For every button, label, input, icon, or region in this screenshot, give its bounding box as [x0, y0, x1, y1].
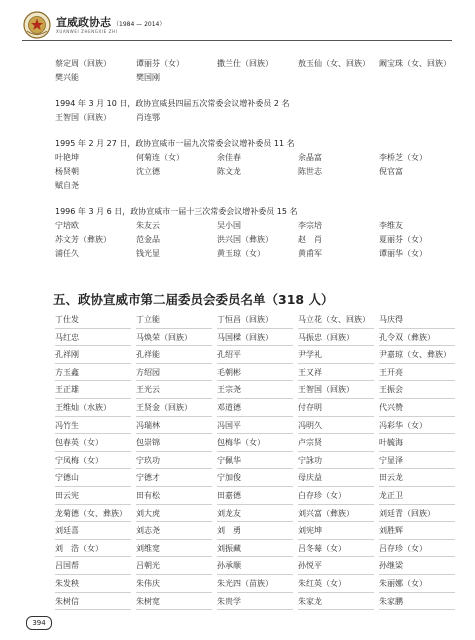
member-name: 朱树信: [55, 593, 131, 611]
name-row: [55, 417, 460, 435]
page-header: [22, 10, 452, 42]
member-name: 朱家鹏: [379, 593, 455, 611]
member-name: 刘胜辉: [379, 522, 455, 540]
member-name: 刘廷喜: [55, 522, 131, 540]
member-name: 夏丽芬（女）: [379, 235, 427, 244]
name-row: [55, 434, 460, 452]
member-name: 叶艳坤: [55, 153, 79, 162]
member-name: 冯国平: [217, 417, 293, 435]
member-name: 王光云: [136, 381, 212, 399]
name-row: [55, 487, 460, 505]
member-name: 朱树宽: [136, 593, 212, 611]
member-name: 马国樑（回族）: [217, 329, 293, 347]
member-name: 代兴赞: [379, 399, 455, 417]
name-row: [55, 247, 460, 261]
member-name: 吕朝光: [136, 557, 212, 575]
member-name: 吕冬莓（女）: [298, 540, 374, 558]
name-row: [55, 179, 460, 193]
member-name: 黄玉琼（女）: [217, 249, 265, 258]
member-name: 孔绍平: [217, 346, 293, 364]
member-name: 龙菊德（女、彝族）: [55, 505, 131, 523]
member-name: 孙继梁: [379, 557, 455, 575]
member-name: 刘廷青（回族）: [379, 505, 455, 523]
section-title: 五、政协宣威市第二届委员会委员名单（318 人）: [53, 292, 334, 307]
supplement-blocks: [55, 85, 460, 261]
member-name: 王智国（回族）: [298, 381, 374, 399]
name-row: [55, 311, 460, 329]
member-name: 刘龙友: [217, 505, 293, 523]
name-row: [55, 111, 460, 125]
member-name: 宁培欧: [55, 221, 79, 230]
name-row: [55, 233, 460, 247]
member-name: 刘振藏: [217, 540, 293, 558]
member-name: 邓道德: [217, 399, 293, 417]
name-row: [55, 165, 460, 179]
name-row: [55, 57, 460, 71]
member-name: 马立花（女、回族）: [298, 311, 374, 329]
member-name: 陈世志: [298, 167, 322, 176]
member-name: 刘维宽: [136, 540, 212, 558]
member-name: 王智国（回族）: [55, 113, 111, 122]
member-name: 冯彩华（女）: [379, 417, 455, 435]
member-name: 吕国帮: [55, 557, 131, 575]
member-name: 钱光显: [136, 249, 160, 258]
member-name: 孔令双（彝族）: [379, 329, 455, 347]
member-name: 余晶富: [298, 153, 322, 162]
name-row: [55, 522, 460, 540]
member-name: 浦任久: [55, 249, 79, 258]
member-name: 孙悦平: [298, 557, 374, 575]
member-name: 朱家龙: [298, 593, 374, 611]
member-name: 尹学礼: [298, 346, 374, 364]
member-name: 包崇锦: [136, 434, 212, 452]
name-row: [55, 219, 460, 233]
name-row: [55, 575, 460, 593]
member-name: 马庆得: [379, 311, 455, 329]
member-name: 李维友: [379, 221, 403, 230]
member-name: 孔祥刚: [55, 346, 131, 364]
member-name: 马焕荣（回族）: [136, 329, 212, 347]
member-name: 刘兴富（彝族）: [298, 505, 374, 523]
member-name: 田有松: [136, 487, 212, 505]
page-number: 394: [26, 616, 52, 630]
member-name: 包梅华（女）: [217, 434, 293, 452]
member-name: 李宗培: [298, 221, 322, 230]
member-name: 刘大虎: [136, 505, 212, 523]
member-name: 洪兴国（彝族）: [217, 235, 273, 244]
intro-list: [55, 57, 460, 85]
member-name: 肖连鄂: [136, 113, 160, 122]
member-name: 母庆益: [298, 469, 374, 487]
supplement-heading: 1995 年 2 月 27 日，政协宣威市一届九次常委会议增补委员 11 名: [55, 139, 295, 148]
member-name: 宁显泽: [379, 452, 455, 470]
header-divider: [22, 40, 452, 41]
member-name: 宁玖功: [136, 452, 212, 470]
name-row: [55, 71, 460, 85]
member-name: 朱贵学: [217, 593, 293, 611]
member-name: 王宗尧: [217, 381, 293, 399]
name-row: [55, 452, 460, 470]
member-name: 丁恒昌（回族）: [217, 311, 293, 329]
name-row: [55, 364, 460, 382]
member-name: [298, 179, 379, 193]
member-name: 宁凤梅（女）: [55, 452, 131, 470]
member-list: [55, 311, 460, 610]
member-name: 余佳春: [217, 153, 241, 162]
name-row: [55, 557, 460, 575]
member-name: 刘宪坤: [298, 522, 374, 540]
member-name: 吕存珍（女）: [379, 540, 455, 558]
member-name: 宁加俊: [217, 469, 293, 487]
member-name: 朱伟庆: [136, 575, 212, 593]
member-name: 田云宪: [55, 487, 131, 505]
member-name: 龙正卫: [379, 487, 455, 505]
member-name: 王开亮: [379, 364, 455, 382]
name-row: [55, 329, 460, 347]
member-name: 苏文芳（彝族）: [55, 235, 111, 244]
member-name: [217, 179, 298, 193]
member-name: 刘 浩（女）: [55, 540, 131, 558]
supplement-heading: 1994 年 3 月 10 日，政协宣威县四届五次常委会议增补委员 2 名: [55, 99, 290, 108]
member-name: 朱丽娜（女）: [379, 575, 455, 593]
member-name: 宁德山: [55, 469, 131, 487]
member-name: 朱红英（女）: [298, 575, 374, 593]
member-name: 卢宗贤: [298, 434, 374, 452]
member-name: 丁仕发: [55, 311, 131, 329]
page-body: [55, 57, 460, 610]
member-name: 宁詠功: [298, 452, 374, 470]
member-name: 赵 肖: [298, 235, 322, 244]
name-row: [55, 540, 460, 558]
member-name: 沈立德: [136, 167, 160, 176]
book-title: 宣威政协志 （1984 — 2014）: [56, 16, 166, 29]
member-name: 王又祥: [298, 364, 374, 382]
member-name: 李桥芝（女）: [379, 153, 427, 162]
member-name: [298, 71, 379, 85]
member-name: 宁佩华: [217, 452, 293, 470]
member-name: 王振会: [379, 381, 455, 399]
member-name: [379, 179, 460, 193]
member-name: 田云龙: [379, 469, 455, 487]
supplement-heading: 1996 年 3 月 6 日，政协宣威市一届十三次常委会议增补委员 15 名: [55, 207, 298, 216]
name-row: [55, 469, 460, 487]
member-name: 毛朝彬: [217, 364, 293, 382]
member-name: 阚宝珠（女、回族）: [379, 59, 451, 68]
member-name: 宁德才: [136, 469, 212, 487]
member-name: 冯瑞林: [136, 417, 212, 435]
member-name: 朱友云: [136, 221, 160, 230]
member-name: 樊兴能: [55, 73, 79, 82]
member-name: 王维灿（水族）: [55, 399, 131, 417]
member-name: 倪官富: [379, 167, 403, 176]
member-name: 孔祥能: [136, 346, 212, 364]
member-name: 撒兰仕（回族）: [217, 59, 273, 68]
member-name: 方绍园: [136, 364, 212, 382]
member-name: 包春英（女）: [55, 434, 131, 452]
member-name: 何菊连（女）: [136, 153, 184, 162]
member-name: 杨贤朝: [55, 167, 79, 176]
member-name: [298, 111, 379, 125]
member-name: 黄甫军: [298, 249, 322, 258]
member-name: 敖玉仙（女、回族）: [298, 59, 370, 68]
member-name: [379, 71, 460, 85]
member-name: 马振忠（回族）: [298, 329, 374, 347]
member-name: 田嘉德: [217, 487, 293, 505]
member-name: 赋自尧: [55, 181, 79, 190]
member-name: 刘 勇: [217, 522, 293, 540]
member-name: 樊国刚: [136, 73, 160, 82]
book-title-pinyin: XUANWEI ZHENGXIE ZHI: [56, 29, 118, 34]
member-name: 冯明久: [298, 417, 374, 435]
member-name: 王贤金（回族）: [136, 399, 212, 417]
member-name: 谭丽华（女）: [379, 249, 427, 258]
name-row: [55, 399, 460, 417]
member-name: 朱发秧: [55, 575, 131, 593]
name-row: [55, 593, 460, 611]
member-name: 谭丽芬（女）: [136, 59, 184, 68]
member-name: 白存珍（女）: [298, 487, 374, 505]
member-name: 叶毓海: [379, 434, 455, 452]
member-name: [217, 111, 298, 125]
cppcc-emblem-icon: [22, 10, 52, 40]
name-row: [55, 346, 460, 364]
name-row: [55, 505, 460, 523]
member-name: 朱光四（苗族）: [217, 575, 293, 593]
member-name: 孙承顺: [217, 557, 293, 575]
member-name: 尹嘉琼（女、彝族）: [379, 346, 455, 364]
name-row: [55, 151, 460, 165]
member-name: [136, 179, 217, 193]
member-name: 范金品: [136, 235, 160, 244]
member-name: [379, 111, 460, 125]
member-name: 冯竹生: [55, 417, 131, 435]
member-name: 丁立能: [136, 311, 212, 329]
member-name: [217, 71, 298, 85]
member-name: 付存明: [298, 399, 374, 417]
member-name: 方玉鑫: [55, 364, 131, 382]
member-name: 马红忠: [55, 329, 131, 347]
book-years: （1984 — 2014）: [113, 21, 166, 28]
member-name: 蔡定周（回族）: [55, 59, 111, 68]
name-row: [55, 381, 460, 399]
member-name: 王正雄: [55, 381, 131, 399]
member-name: 吴小国: [217, 221, 241, 230]
member-name: 刘志尧: [136, 522, 212, 540]
member-name: 陈文龙: [217, 167, 241, 176]
